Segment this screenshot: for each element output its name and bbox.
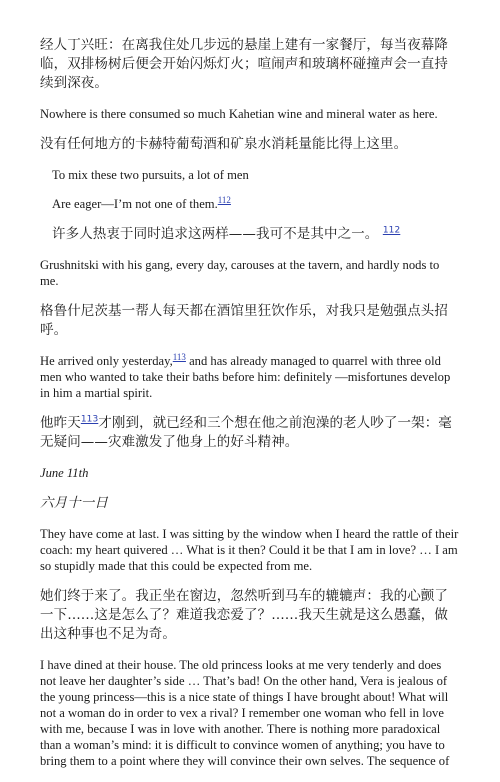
footnote-link-113-zh[interactable]: 113 xyxy=(80,414,99,425)
footnote-link-113[interactable]: 113 xyxy=(172,351,186,362)
arrived-zh-b: 才刚到，就已经和三个想在他之前泡澡的老人吵了一架：毫无疑问——灾难激发了他身上的好斗精神。 xyxy=(40,415,452,450)
verse-line-2-text: Are eager—I’m not one of them. xyxy=(52,197,218,211)
paragraph-en-come-at-last: They have come at last. I was sitting by the window when I heard the rattle of their coach: my heart quivered … What is it then? Could it be that I am in love? … I am so stupidly made that this could be expected from me. xyxy=(40,527,459,573)
paragraph-en-wine: Nowhere is there consumed so much Kahetian wine and mineral water as here. xyxy=(40,107,438,121)
arrived-text-a: He arrived only yesterday, xyxy=(40,354,173,368)
verse-zh xyxy=(52,225,460,244)
date-heading-zh: 六月十一日 xyxy=(40,495,108,511)
verse-zh-text: 许多人热衷于同时追求这两样——我可不是其中之一。 xyxy=(52,226,379,242)
document-page xyxy=(40,36,460,782)
paragraph-en-grushnitski: Grushnitski with his gang, every day, carouses at the tavern, and hardly nods to me. xyxy=(40,258,440,288)
verse-line-2 xyxy=(52,196,460,212)
paragraph-zh-come-at-last: 她们终于来了。我正坐在窗边，忽然听到马车的辘辘声：我的心颤了一下……这是怎么了？难道我恋爱了？……我天生就是这么愚蠢，做出这种事也不足为奇。 xyxy=(40,588,448,642)
paragraph-zh-grushnitski: 格鲁什尼茨基一帮人每天都在酒馆里狂饮作乐，对我只是勉强点头招呼。 xyxy=(40,303,448,338)
footnote-link-112-zh[interactable]: 112 xyxy=(382,225,401,236)
arrived-zh-a: 他昨天 xyxy=(40,415,81,431)
footnote-link-112[interactable]: 112 xyxy=(217,194,231,205)
verse-line-1: To mix these two pursuits, a lot of men xyxy=(52,168,249,182)
paragraph-en-dined: I have dined at their house. The old princess looks at me very tenderly and does not leave her daughter’s side … That’s bad! On the other hand, Vera is jealous of the young princess—this is a nice state of things I have brought about! What will not a woman do in order to vex a rival? I remember one woman who fell in love with me, because I was in love with another. There is nothing more paradoxical than a woman’s mind: it is difficult to convince women of anything; you have to bring them to a point where they will convince their own selves. The sequence of xyxy=(40,658,450,768)
paragraph-zh-wine: 没有任何地方的卡赫特葡萄酒和矿泉水消耗量能比得上这里。 xyxy=(40,136,408,152)
paragraph-en-arrived xyxy=(40,353,460,401)
paragraph-zh-restaurant: 经人丁兴旺：在离我住处几步远的悬崖上建有一家餐厅，每当夜幕降临，双排杨树后便会开始闪烁灯火；喧闹声和玻璃杯碰撞声会一直持续到深夜。 xyxy=(40,37,448,91)
date-heading-en: June 11th xyxy=(40,466,89,480)
arrived-text-b: and has already managed to quarrel with three old men who wanted to take their baths before him: definitely —misfortunes develop in him a martial spirit. xyxy=(40,354,451,400)
paragraph-zh-arrived xyxy=(40,414,460,452)
